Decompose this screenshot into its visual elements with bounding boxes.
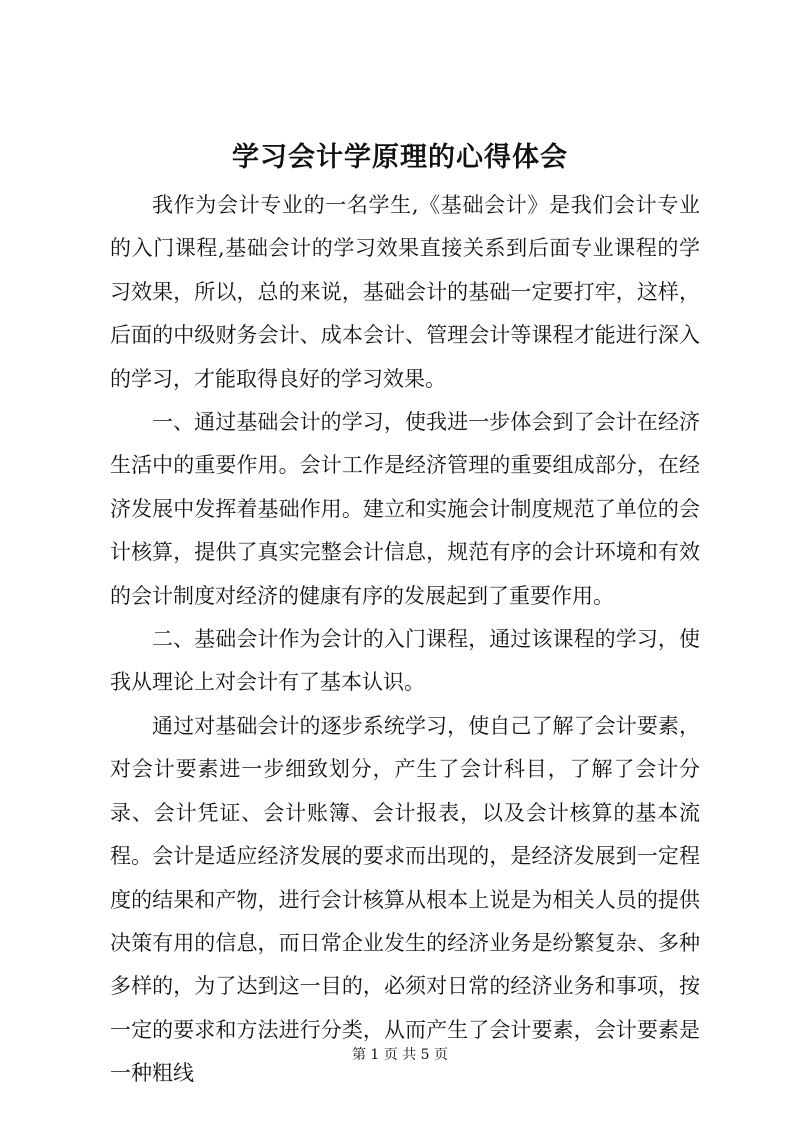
paragraph-intro: 我作为会计专业的一名学生,《基础会计》是我们会计专业的入门课程,基础会计的学习效果直接关系到后面专业课程的学习效果，所以，总的来说，基础会计的基础一定要打牢，这样，后面的中级财务会计、成本会计、管理会计等课程才能进行深入的学习，才能取得良好的学习效果。 [110,193,700,391]
paragraph-elaboration: 通过对基础会计的逐步系统学习，使自己了解了会计要素，对会计要素进一步细致划分，产生了会计科目，了解了会计分录、会计凭证、会计账簿、会计报表，以及会计核算的基本流程。会计是适应经济发展的要求而出现的，是经济发展到一定程度的结果和产物，进行会计核算从根本上说是为相关人员的提供决策有用的信息，而日常企业发生的经济业务是纷繁复杂、多种多样的，为了达到这一目的，必须对日常的经济业务和事项，按一定的要求和方法进行分类，从而产生了会计要素，会计要素是一种粗线 [110,713,700,1086]
page-footer: 第 1 页 共 5 页 [351,1047,449,1063]
document-body [110,184,700,1096]
document-title: 学习会计学原理的心得体会 [232,142,568,173]
paragraph-point-two: 二、基础会计作为会计的入门课程，通过该课程的学习，使我从理论上对会计有了基本认识。 [110,627,700,695]
paragraph-point-one: 一、通过基础会计的学习，使我进一步体会到了会计在经济生活中的重要作用。会计工作是经济管理的重要组成部分，在经济发展中发挥着基础作用。建立和实施会计制度规范了单位的会计核算，提供了真实完整会计信息，规范有序的会计环境和有效的会计制度对经济的健康有序的发展起到了重要作用。 [110,410,700,608]
